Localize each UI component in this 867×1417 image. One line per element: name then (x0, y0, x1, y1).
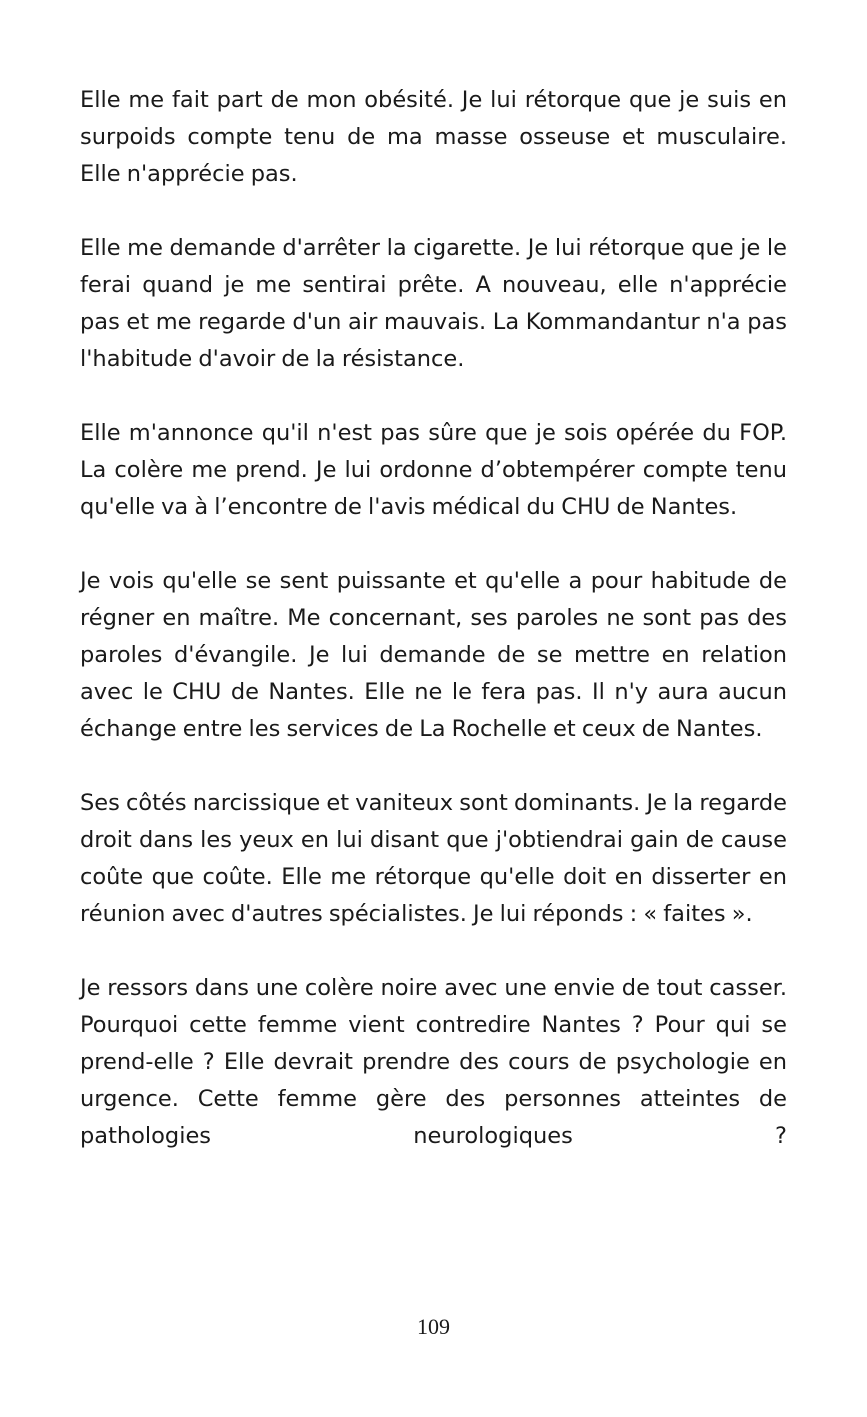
paragraph-3: Elle m'annonce qu'il n'est pas sûre que je sois opérée du FOP. La colère me prend. Je lui ordonne d’obtempérer compte tenu qu'elle va à l’encontre de l'avis médical du CHU de Nantes. (80, 420, 787, 520)
paragraph-2: Elle me demande d'arrêter la cigarette. Je lui rétorque que je le ferai quand je me sentirai prête. A nouveau, elle n'apprécie pas et me regarde d'un air mauvais. La Kommandantur n'a pas l'habitude d'avoir de la résistance. (80, 235, 787, 372)
paragraph-4: Je vois qu'elle se sent puissante et qu'elle a pour habitude de régner en maître. Me concernant, ses paroles ne sont pas des paroles d'évangile. Je lui demande de se mettre en relation avec le CHU de Nantes. Elle ne le fera pas. Il n'y aura aucun échange entre les services de La Rochelle et ceux de Nantes. (80, 568, 787, 742)
paragraph-1: Elle me fait part de mon obésité. Je lui rétorque que je suis en surpoids compte tenu de ma masse osseuse et musculaire. Elle n'apprécie pas. (80, 87, 787, 187)
paragraph-6: Je ressors dans une colère noire avec une envie de tout casser. Pourquoi cette femme vient contredire Nantes ? Pour qui se prend-elle ? Elle devrait prendre des cours de psychologie en urgence. Cette femme gère des personnes atteintes de pathologies neurologiques ? (80, 975, 787, 1149)
paragraph-5: Ses côtés narcissique et vaniteux sont dominants. Je la regarde droit dans les yeux en lui disant que j'obtiendrai gain de cause coûte que coûte. Elle me rétorque qu'elle doit en disserter en réunion avec d'autres spécialistes. Je lui réponds : « faites ». (80, 790, 787, 927)
body-text (80, 82, 787, 1155)
page-number: 109 (417, 1314, 450, 1339)
